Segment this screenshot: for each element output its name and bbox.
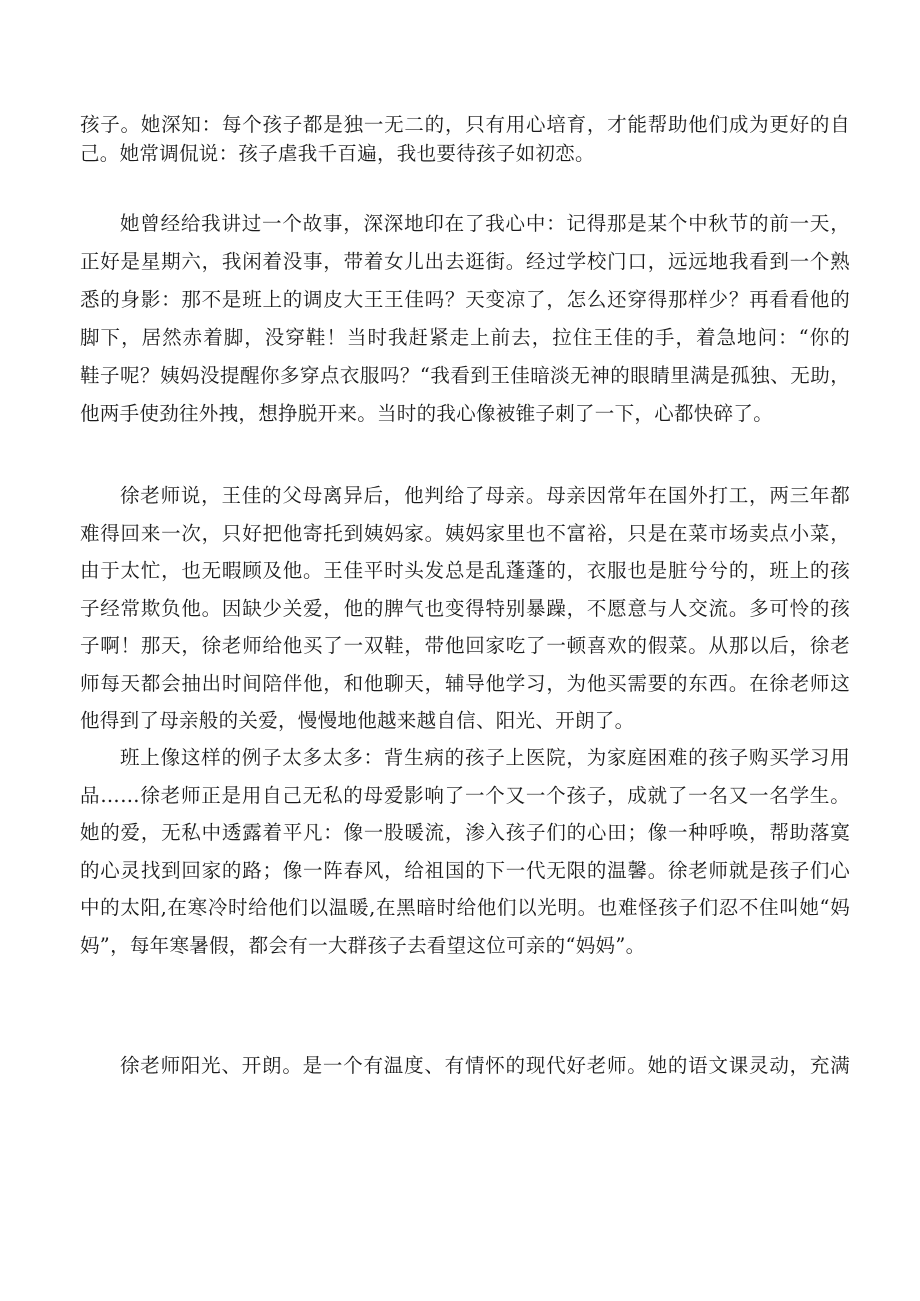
paragraph-teacher [80, 1047, 850, 1085]
text-line: 由于太忙，也无暇顾及他。王佳平时头发总是乱蓬蓬的，衣服也是脏兮兮的，班上的孩 [80, 559, 850, 582]
text-line: 班上像这样的例子太多太多：背生病的孩子上医院，为家庭困难的孩子购买学习用 [120, 746, 850, 769]
text-line: 他得到了母亲般的关爱，慢慢地他越来越自信、阳光、开朗了。 [80, 709, 635, 732]
text-line: 他两手使劲往外拽，想挣脱开来。当时的我心像被锥子刺了一下，心都快碎了。 [80, 402, 774, 425]
text-line: 品……徐老师正是用自己无私的母爱影响了一个又一个孩子，成就了一名又一名学生。 [80, 783, 850, 807]
text-line: 她的爱，无私中透露着平凡：像一股暖流，渗入孩子们的心田；像一种呼唤，帮助落寞 [80, 821, 850, 844]
text-line: 己。她常调侃说：孩子虐我千百遍，我也要待孩子如初恋。 [80, 142, 595, 165]
text-line: 难得回来一次，只好把他寄托到姨妈家。姨妈家里也不富裕，只是在菜市场卖点小菜， [80, 521, 850, 545]
text-line: 的心灵找到回家的路；像一阵春风，给祖国的下一代无限的温馨。徐老师就是孩子们心 [80, 858, 850, 882]
text-line: 子啊！那天，徐老师给他买了一双鞋，带他回家吃了一顿喜欢的假菜。从那以后，徐老 [80, 634, 850, 657]
text-line: 子经常欺负他。因缺少关爱，他的脾气也变得特别暴躁，不愿意与人交流。多可怜的孩 [80, 596, 850, 620]
text-line: 妈”，每年寒暑假，都会有一大群孩子去看望这位可亲的“妈妈”。 [80, 933, 646, 957]
text-line: 正好是星期六，我闲着没事，带着女儿出去逛街。经过学校门口，远远地我看到一个熟 [80, 250, 850, 273]
text-line: 中的太阳,在寒冷时给他们以温暖,在黑暗时给他们以光明。也难怪孩子们忍不住叫她“妈 [80, 896, 850, 919]
text-line: 鞋子呢？姨妈没提醒你多穿点衣服吗？“我看到王佳暗淡无神的眼睛里满是孤独、无助， [80, 364, 850, 387]
text-line: 脚下，居然赤着脚，没穿鞋！当时我赶紧走上前去，拉住王佳的手，着急地问：“你的 [80, 326, 850, 349]
paragraph-continuation [80, 110, 850, 168]
text-line: 师每天都会抽出时间陪伴他，和他聊天，辅导他学习，为他买需要的东西。在徐老师这 [80, 671, 850, 695]
text-line: 徐老师阳光、开朗。是一个有温度、有情怀的现代好老师。她的语文课灵动，充满 [120, 1054, 850, 1077]
paragraph-examples [80, 739, 850, 964]
text-line: 她曾经给我讲过一个故事，深深地印在了我心中：记得那是某个中秋节的前一天， [120, 212, 850, 235]
paragraph-wangjia [80, 477, 850, 740]
text-line: 徐老师说，王佳的父母离异后，他判给了母亲。母亲因常年在国外打工，两三年都 [120, 484, 850, 507]
text-line: 悉的身影：那不是班上的调皮大王王佳吗？天变凉了，怎么还穿得那样少？再看看他的 [80, 288, 850, 311]
text-line: 孩子。她深知：每个孩子都是独一无二的，只有用心培育，才能帮助他们成为更好的自 [80, 113, 850, 136]
paragraph-story [80, 205, 850, 433]
